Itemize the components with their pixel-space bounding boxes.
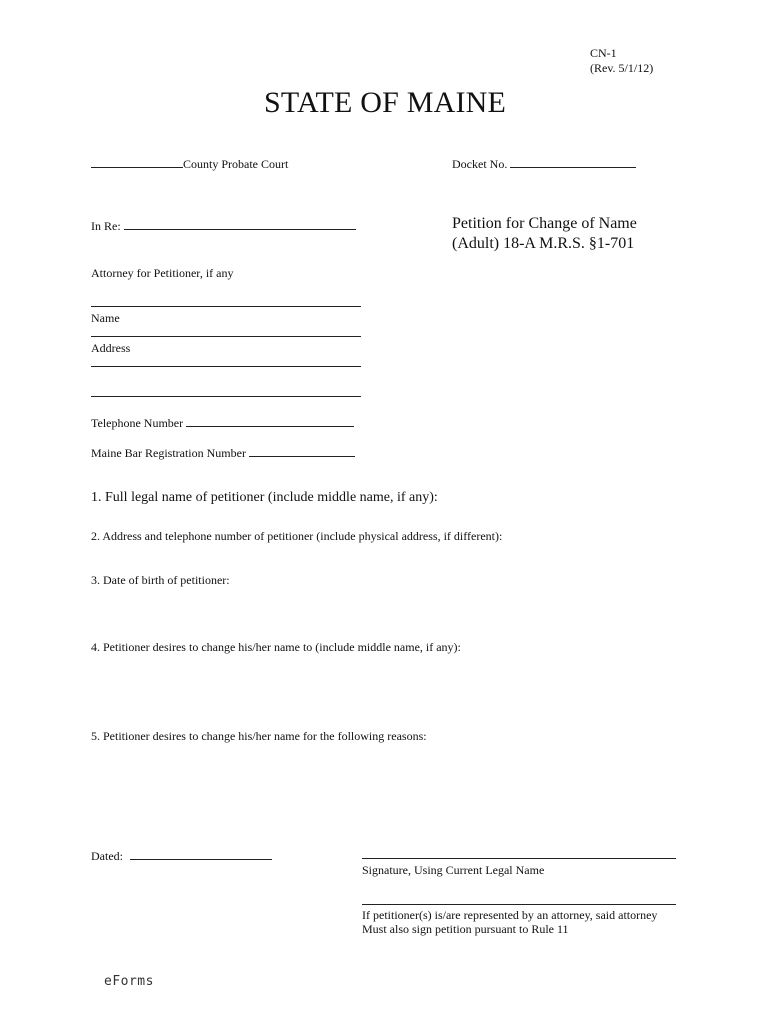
bar-registration-label: Maine Bar Registration Number [91, 446, 246, 460]
dated-label: Dated: [91, 849, 123, 863]
in-re-label: In Re: [91, 219, 121, 233]
attorney-heading: Attorney for Petitioner, if any [91, 266, 234, 280]
attorney-note-line2: Must also sign petition pursuant to Rule 11 [362, 922, 569, 936]
question-1: 1. Full legal name of petitioner (include middle name, if any): [91, 490, 438, 505]
docket-field[interactable] [510, 156, 636, 168]
footer-brand: eForms [104, 974, 154, 989]
question-4: 4. Petitioner desires to change his/her name to (include middle name, if any): [91, 640, 461, 654]
telephone-row [91, 415, 354, 431]
attorney-address-field-2[interactable] [91, 366, 361, 367]
question-2: 2. Address and telephone number of petitioner (include physical address, if different): [91, 529, 503, 543]
page-title: STATE OF MAINE [263, 86, 507, 119]
telephone-label: Telephone Number [91, 416, 184, 430]
county-court-row [91, 156, 288, 172]
in-re-field[interactable] [124, 218, 356, 230]
attorney-address-label: Address [91, 341, 131, 355]
dated-row [91, 848, 272, 864]
attorney-signature-line[interactable] [362, 904, 676, 905]
county-field[interactable] [91, 156, 183, 168]
dated-field[interactable] [130, 848, 272, 860]
question-5: 5. Petitioner desires to change his/her name for the following reasons: [91, 729, 427, 743]
bar-registration-field[interactable] [249, 445, 355, 457]
attorney-address-field-1[interactable] [91, 336, 361, 337]
petition-title-line1: Petition for Change of Name [452, 215, 637, 232]
signature-caption: Signature, Using Current Legal Name [362, 863, 545, 877]
petition-title-line2: (Adult) 18-A M.R.S. §1-701 [452, 235, 635, 252]
attorney-note-line1: If petitioner(s) is/are represented by an attorney, said attorney [362, 908, 658, 922]
signature-line[interactable] [362, 858, 676, 859]
docket-row [452, 156, 636, 172]
in-re-row [91, 218, 356, 234]
bar-registration-row [91, 445, 355, 461]
form-revision: (Rev. 5/1/12) [590, 61, 654, 75]
county-court-label: County Probate Court [183, 157, 289, 171]
attorney-address-field-3[interactable] [91, 396, 361, 397]
form-code [590, 46, 653, 76]
form-number: CN-1 [590, 46, 617, 60]
question-3: 3. Date of birth of petitioner: [91, 573, 230, 587]
petition-title [452, 214, 637, 254]
attorney-note [362, 908, 657, 936]
attorney-name-field[interactable] [91, 306, 361, 307]
attorney-name-label: Name [91, 311, 120, 325]
telephone-field[interactable] [186, 415, 354, 427]
docket-label: Docket No. [452, 157, 508, 171]
